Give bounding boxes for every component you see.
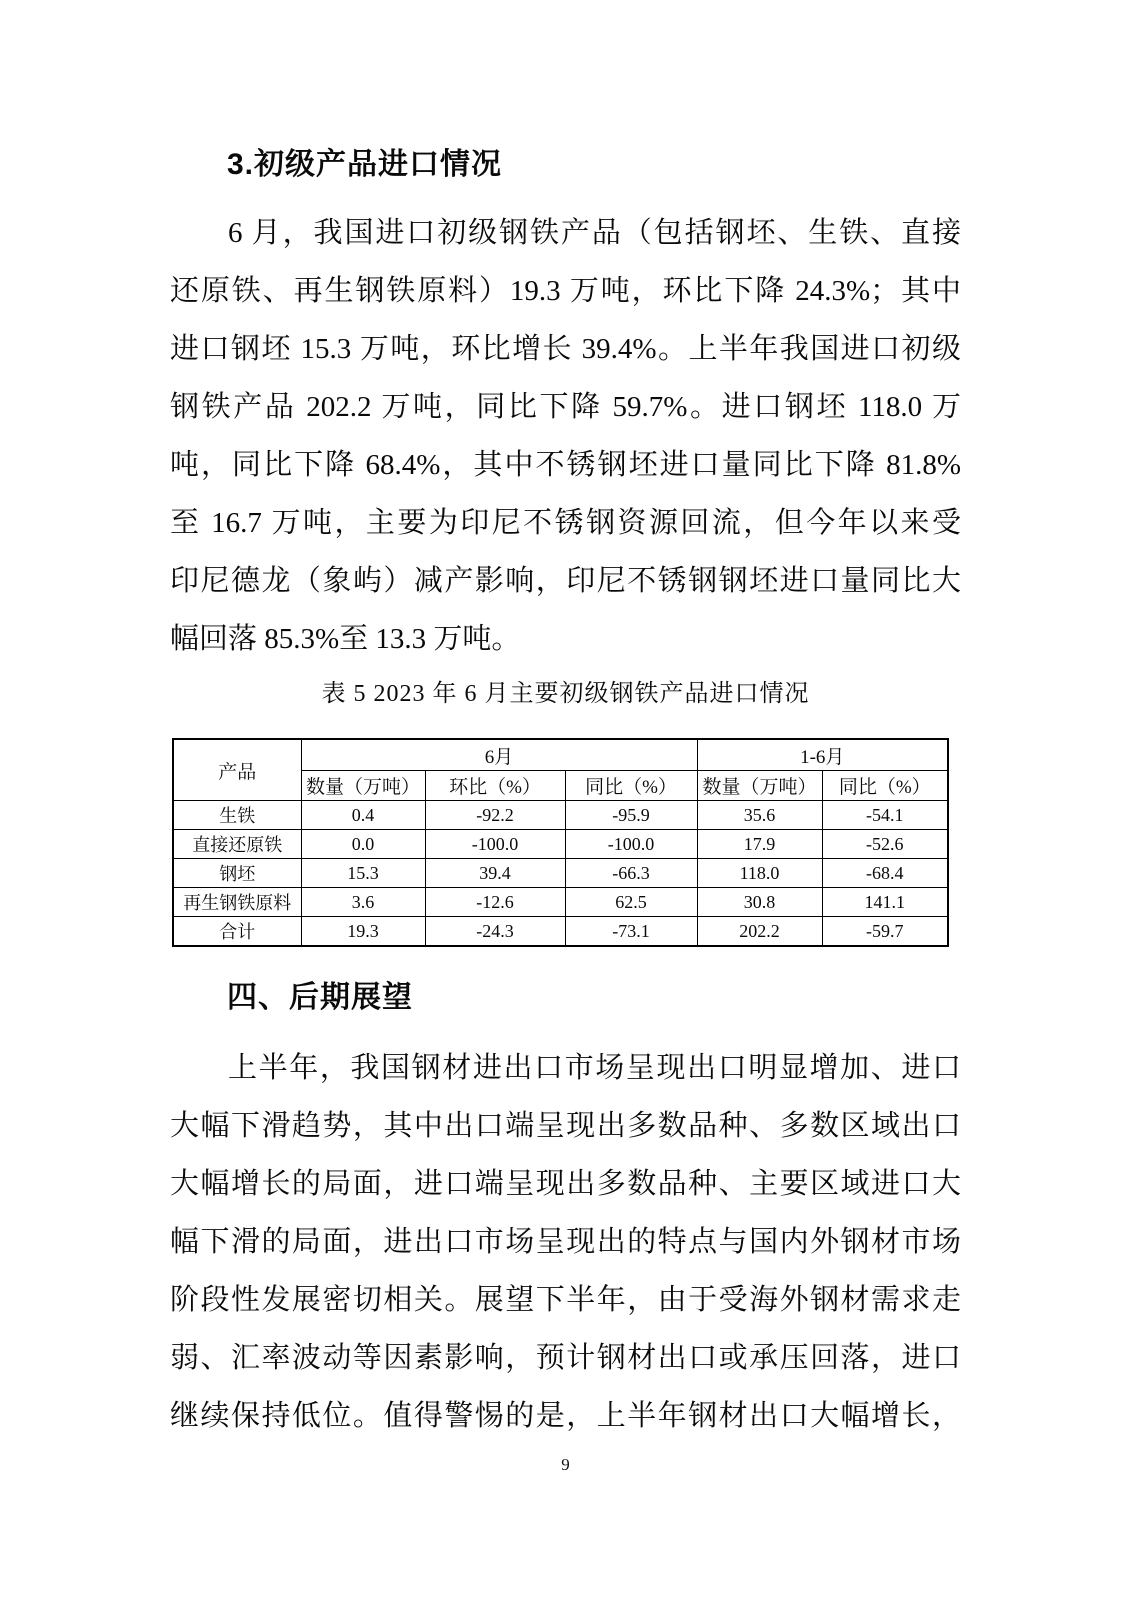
- value-cell: 39.4: [425, 859, 565, 888]
- section-4-heading: 四、后期展望: [227, 981, 413, 1014]
- value-cell: -54.1: [822, 801, 948, 830]
- text-line: 幅回落 85.3%至 13.3 万吨。: [170, 623, 521, 655]
- table-row: [173, 801, 948, 830]
- value-cell: -92.2: [425, 801, 565, 830]
- product-cell: 再生钢铁原料: [173, 888, 301, 917]
- value-cell: 35.6: [697, 801, 822, 830]
- text-line: 弱、汇率波动等因素影响，预计钢材出口或承压回落，进口: [170, 1342, 961, 1374]
- value-cell: -24.3: [425, 917, 565, 947]
- text-line: 大幅下滑趋势，其中出口端呈现出多数品种、多数区域出口: [170, 1110, 961, 1142]
- text-line: 还原铁、再生钢铁原料）19.3 万吨，环比下降 24.3%；其中: [170, 275, 961, 307]
- value-cell: 19.3: [301, 917, 425, 947]
- text-line: 大幅增长的局面，进口端呈现出多数品种、主要区域进口大: [170, 1168, 961, 1200]
- text-line: 至 16.7 万吨，主要为印尼不锈钢资源回流，但今年以来受: [170, 507, 961, 539]
- value-cell: -59.7: [822, 917, 948, 947]
- value-cell: -73.1: [565, 917, 697, 947]
- table-row: [173, 830, 948, 859]
- subheader-cell: 数量（万吨）: [697, 771, 822, 801]
- value-cell: 118.0: [697, 859, 822, 888]
- text-line: 印尼德龙（象屿）减产影响，印尼不锈钢钢坯进口量同比大: [170, 565, 961, 597]
- table-row: [173, 917, 948, 947]
- table-5-title: 表 5 2023 年 6 月主要初级钢铁产品进口情况: [321, 681, 810, 707]
- product-cell: 钢坯: [173, 859, 301, 888]
- table-row: [173, 888, 948, 917]
- value-cell: 30.8: [697, 888, 822, 917]
- text-line: 吨，同比下降 68.4%，其中不锈钢坯进口量同比下降 81.8%: [170, 449, 961, 481]
- june-header-cell: 6月: [301, 739, 697, 771]
- subheader-cell: 同比（%）: [822, 771, 948, 801]
- page-number: 9: [561, 1455, 570, 1474]
- value-cell: 3.6: [301, 888, 425, 917]
- text-line: 上半年，我国钢材进出口市场呈现出口明显增加、进口: [228, 1052, 961, 1084]
- value-cell: -68.4: [822, 859, 948, 888]
- value-cell: -100.0: [565, 830, 697, 859]
- text-line: 阶段性发展密切相关。展望下半年，由于受海外钢材需求走: [170, 1284, 961, 1316]
- value-cell: -66.3: [565, 859, 697, 888]
- text-line: 钢铁产品 202.2 万吨，同比下降 59.7%。进口钢坯 118.0 万: [170, 391, 961, 423]
- value-cell: 141.1: [822, 888, 948, 917]
- subheader-cell: 同比（%）: [565, 771, 697, 801]
- value-cell: -12.6: [425, 888, 565, 917]
- text-line: 继续保持低位。值得警惕的是，上半年钢材出口大幅增长，: [170, 1400, 961, 1432]
- value-cell: 202.2: [697, 917, 822, 947]
- value-cell: -52.6: [822, 830, 948, 859]
- value-cell: -100.0: [425, 830, 565, 859]
- value-cell: -95.9: [565, 801, 697, 830]
- table-header-row: [173, 739, 948, 771]
- value-cell: 0.0: [301, 830, 425, 859]
- section-3-paragraph: [170, 204, 961, 668]
- product-cell: 直接还原铁: [173, 830, 301, 859]
- product-cell: 生铁: [173, 801, 301, 830]
- product-cell: 合计: [173, 917, 301, 947]
- text-line: 6 月，我国进口初级钢铁产品（包括钢坯、生铁、直接: [228, 217, 961, 249]
- value-cell: 17.9: [697, 830, 822, 859]
- value-cell: 0.4: [301, 801, 425, 830]
- table-5: [172, 738, 949, 947]
- product-header-cell: 产品: [173, 739, 301, 801]
- table-row: [173, 859, 948, 888]
- text-line: 幅下滑的局面，进出口市场呈现出的特点与国内外钢材市场: [170, 1226, 961, 1258]
- text-line: 进口钢坯 15.3 万吨，环比增长 39.4%。上半年我国进口初级: [170, 333, 961, 365]
- section-3-heading: 3.初级产品进口情况: [227, 148, 503, 181]
- subheader-cell: 环比（%）: [425, 771, 565, 801]
- value-cell: 62.5: [565, 888, 697, 917]
- section-4-paragraph: [170, 1039, 961, 1445]
- subheader-cell: 数量（万吨）: [301, 771, 425, 801]
- table-5-body: [173, 801, 948, 947]
- jan-june-header-cell: 1-6月: [697, 739, 948, 771]
- value-cell: 15.3: [301, 859, 425, 888]
